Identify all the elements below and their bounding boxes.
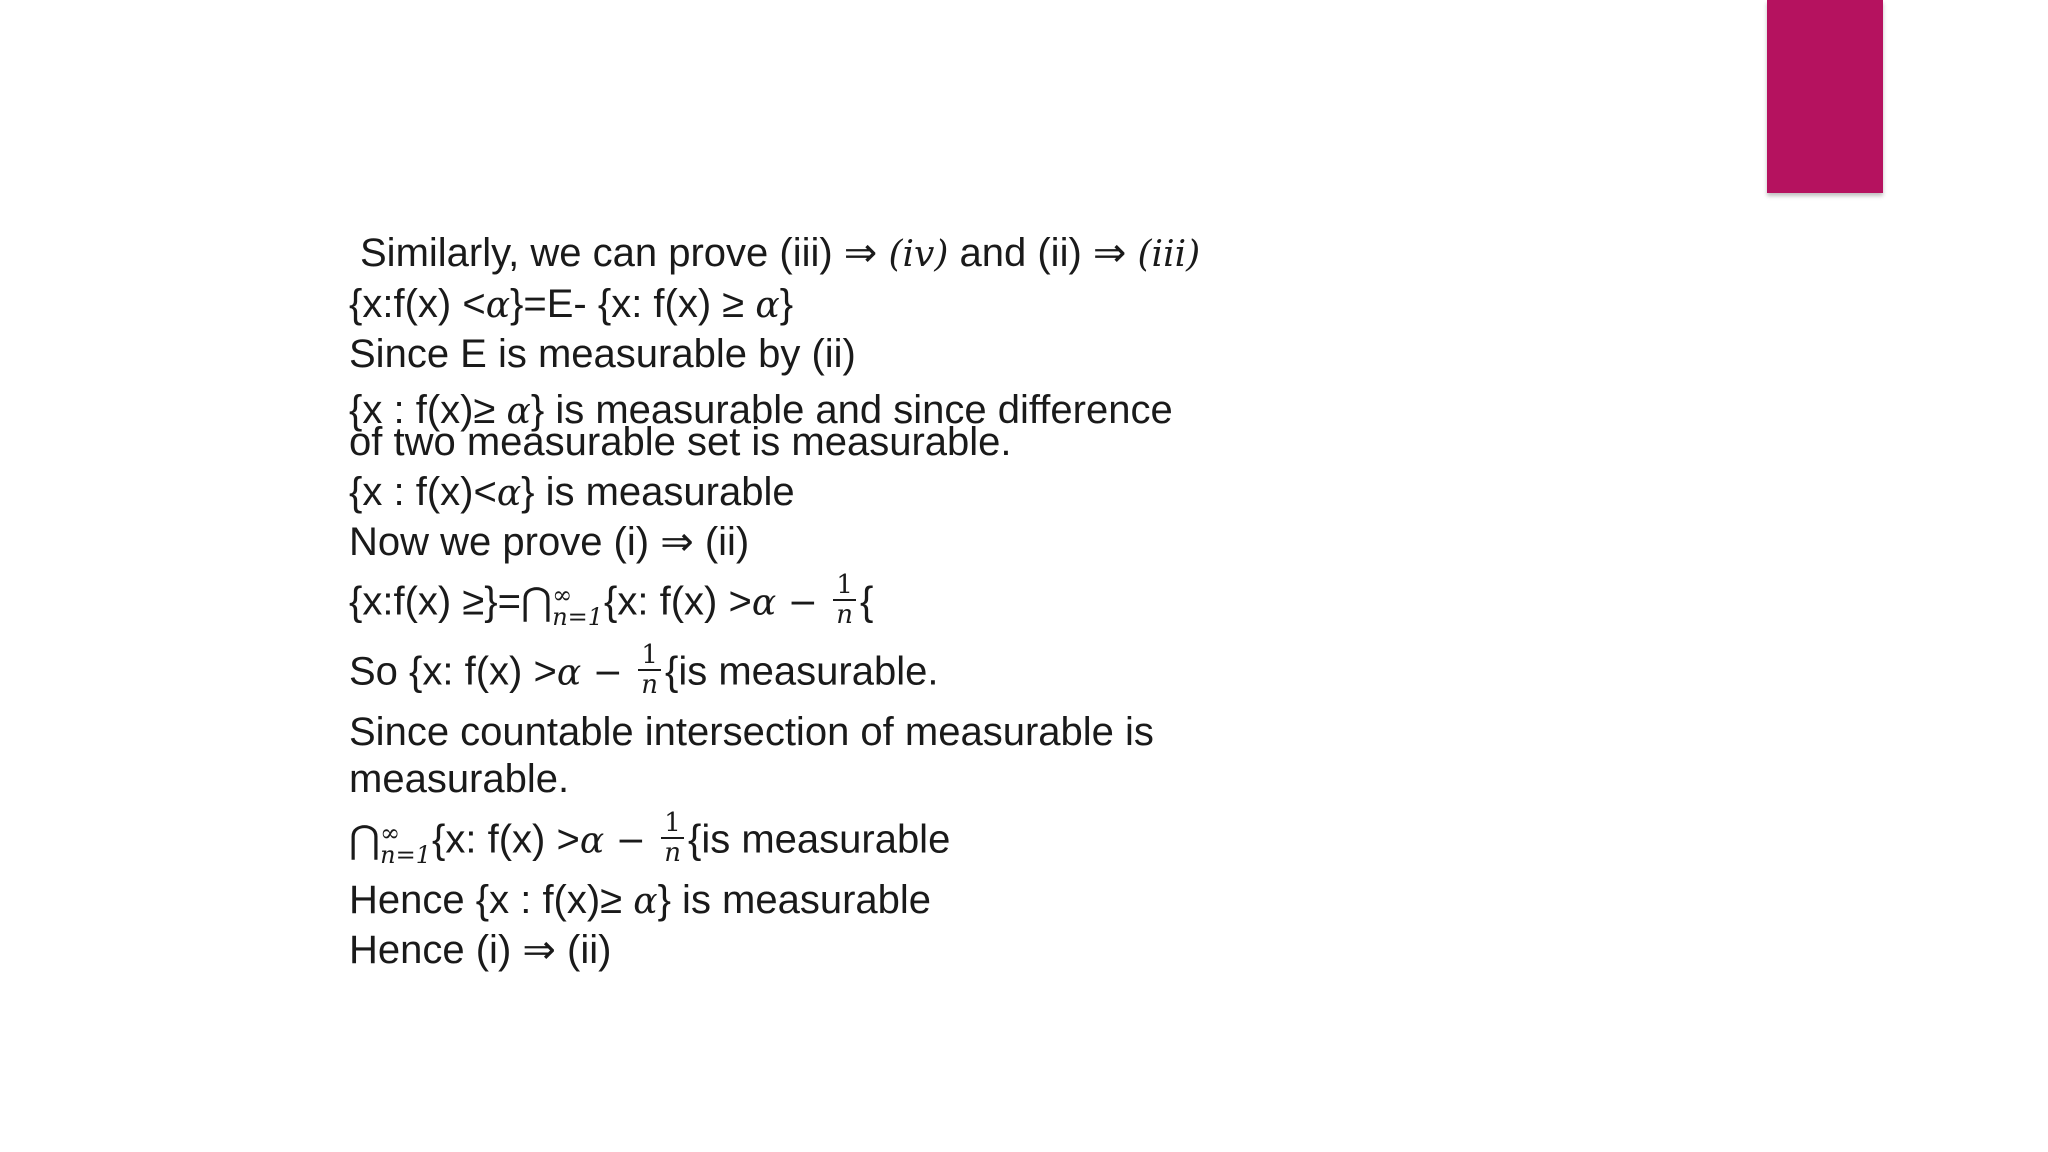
math-segment: α	[633, 881, 658, 922]
intersection-operator: ⋂	[521, 579, 553, 624]
text-segment: of two measurable set is measurable.	[349, 420, 1012, 464]
minus-sign: −	[581, 652, 635, 694]
fraction	[661, 809, 684, 867]
minus-sign: −	[604, 820, 658, 862]
fraction-numerator: 1	[661, 809, 684, 839]
text-segment: } is measurable	[521, 470, 795, 514]
fraction-numerator: 1	[833, 571, 856, 601]
text-line-3	[349, 331, 856, 377]
text-line-5	[349, 419, 1012, 465]
text-line-12	[349, 808, 951, 871]
text-segment: Since E is measurable by (ii)	[349, 332, 856, 376]
text-segment: {x : f(x)≥	[349, 388, 507, 432]
text-line-6	[349, 469, 795, 517]
text-line-7	[349, 519, 749, 565]
text-segment: Since countable intersection of measurable is	[349, 710, 1154, 754]
math-segment: (iv)	[888, 234, 949, 275]
math-segment: α	[579, 820, 605, 862]
fraction-denominator: n	[641, 670, 658, 700]
text-segment: }=E- {x: f(x) ≥	[510, 282, 756, 326]
math-segment: α	[485, 285, 511, 326]
operator-limits	[380, 819, 432, 869]
text-segment: {x:f(x) <	[349, 282, 486, 326]
math-segment: α	[751, 582, 777, 624]
fraction-numerator: 1	[638, 641, 661, 671]
text-line-14	[349, 927, 611, 973]
text-segment: {is measurable.	[664, 649, 939, 694]
text-line-1	[360, 230, 1200, 278]
text-segment: } is measurable	[657, 878, 932, 922]
math-segment: α	[556, 652, 582, 694]
fraction-denominator: n	[836, 600, 853, 630]
text-segment: Hence {x : f(x)≥	[349, 878, 634, 922]
text-segment: {x: f(x) >	[604, 579, 752, 624]
fraction	[638, 641, 661, 699]
text-segment: {	[859, 579, 874, 624]
operator-limits	[552, 581, 604, 631]
text-segment: measurable.	[349, 757, 570, 801]
text-segment: Hence (i) ⇒ (ii)	[349, 928, 612, 972]
limit-upper: ∞	[552, 581, 573, 609]
fraction-denominator: n	[664, 838, 681, 868]
text-segment: So {x: f(x) >	[349, 649, 557, 694]
math-segment: α	[496, 473, 522, 514]
text-line-13	[349, 877, 931, 925]
text-line-10	[349, 709, 1154, 755]
intersection-operator: ⋂	[349, 817, 381, 862]
limit-upper: ∞	[380, 819, 401, 847]
text-line-8	[349, 570, 874, 633]
text-line-11	[349, 756, 569, 802]
math-segment: α	[755, 285, 780, 326]
text-segment: {x:f(x) ≥}=	[349, 579, 522, 624]
math-segment: α	[506, 391, 531, 432]
text-segment: } is measurable and since difference	[530, 388, 1173, 432]
text-segment: }	[779, 282, 794, 326]
text-segment: and (ii) ⇒	[948, 231, 1138, 275]
text-segment: {is measurable	[687, 817, 951, 862]
text-line-9	[349, 640, 939, 703]
text-segment: Similarly, we can prove (iii) ⇒	[360, 231, 889, 275]
limit-lower: n=1	[552, 603, 604, 631]
accent-bar	[1767, 0, 1883, 193]
text-line-2	[349, 281, 793, 329]
text-segment: {x: f(x) >	[432, 817, 580, 862]
text-segment: Now we prove (i) ⇒ (ii)	[349, 520, 750, 564]
fraction	[833, 571, 856, 629]
limit-lower: n=1	[380, 841, 432, 869]
math-segment: (iii)	[1137, 234, 1201, 275]
text-segment: {x : f(x)<	[349, 470, 497, 514]
minus-sign: −	[776, 582, 830, 624]
